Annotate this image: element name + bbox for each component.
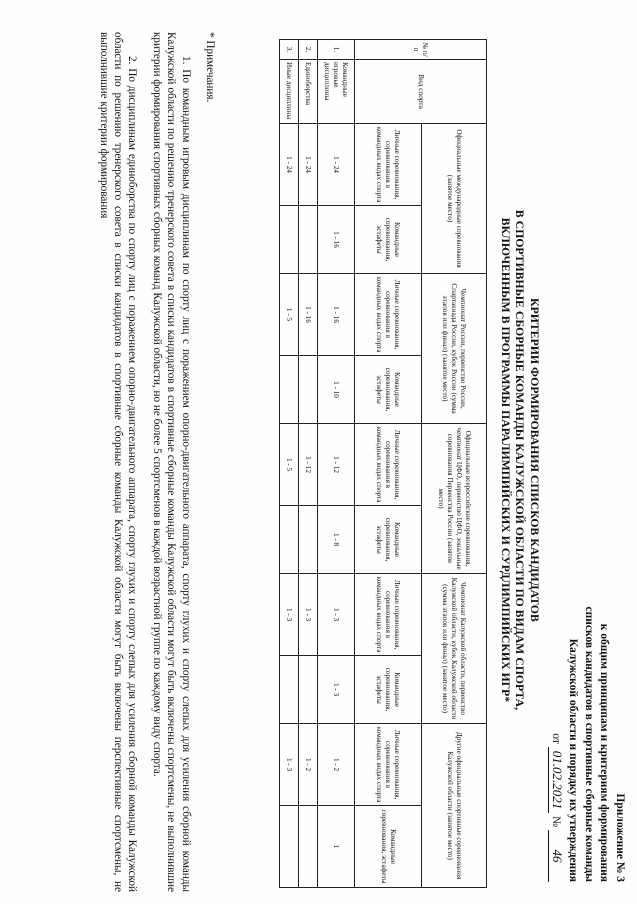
- header-group-1: Официальные международные соревнования (занятое место): [422, 124, 487, 274]
- notes-heading: * Примечания.: [204, 32, 216, 103]
- cell-value: [299, 656, 318, 724]
- subheader-personal: Личные соревнования, соревнования в командных видах спорта: [355, 124, 422, 206]
- cell-value: 1 - 24: [280, 124, 299, 206]
- notes-section: [86, 32, 217, 892]
- title-line-3: ВКЛЮЧЕННЫМ В ПРОГРАММЫ ПАРАЛИМПИЙСКИХ И СУРДЛИМПИЙСКИХ ИГР*: [499, 217, 512, 703]
- cell-value: 1 - 3: [318, 574, 355, 656]
- cell-value: [280, 806, 299, 888]
- cell-value: 1 - 16: [318, 206, 355, 274]
- cell-value: [299, 206, 318, 274]
- subheader-personal: Личные соревнования, соревнования в командных видах спорта: [355, 424, 422, 506]
- title-line-1: КРИТЕРИИ ФОРМИРОВАНИЯ СПИСКОВ КАНДИДАТОВ: [528, 298, 541, 622]
- cell-value: [280, 506, 299, 574]
- header-group-2: Чемпионат России, первенство России, Спартакиада России, кубок России (сумма этапов или финал) (занятое место): [422, 274, 487, 424]
- subheader-team: Командные соревнования, эстафеты: [355, 356, 422, 424]
- header-group-4: Чемпионат Калужской области, первенство Калужской области, кубок Калужской области (сумма этапов или финал) (занятое место): [422, 574, 487, 724]
- cell-value: 1 - 12: [318, 424, 355, 506]
- table-row: [318, 40, 355, 888]
- row-num: 1.: [318, 40, 355, 60]
- date-value: 01.02.2021: [549, 747, 566, 814]
- title-line-2: В СПОРТИВНЫЕ СБОРНЫЕ КОМАНДЫ КАЛУЖСКОЙ ОБЛАСТИ ПО ВИДАМ СПОРТА,: [513, 209, 527, 711]
- cell-value: 1 - 3: [280, 574, 299, 656]
- cell-value: [299, 356, 318, 424]
- appendix-line-2: к общим принципам и критериям формирования: [598, 623, 611, 882]
- cell-value: [299, 506, 318, 574]
- cell-value: 1: [318, 806, 355, 888]
- note-paragraph-1: 1. По командным игровым дисциплинам по спорту лиц с поражением опорно-двигательного аппарата, спорту глухих и спорту слепых для усиления сборной команды Калужской области по решению тренерского совета в списки кандидатов в спортивные сборные команды Калужской области могут быть включены спортсмены, не выполнившие критерии формирования спортивных сборных команд Калужской области, но не более 5 спортсменов в каждой возрастной группе по каждому виду спорта.: [150, 32, 192, 892]
- row-num: 2.: [299, 40, 318, 60]
- subheader-team: Командные соревнования, эстафеты: [355, 206, 422, 274]
- cell-value: [280, 356, 299, 424]
- cell-value: 1 - 10: [318, 356, 355, 424]
- cell-value: 1 - 16: [299, 274, 318, 356]
- table-row: [299, 40, 318, 888]
- subheader-personal: Личные соревнования, соревнования в командных видах спорта: [355, 274, 422, 356]
- appendix-line-3: списков кандидатов в спортивные сборные команды: [583, 606, 595, 882]
- cell-value: 1 - 8: [318, 506, 355, 574]
- cell-value: 1 - 5: [280, 274, 299, 356]
- cell-value: 1 - 3: [299, 574, 318, 656]
- appendix-date-line: [548, 452, 566, 882]
- row-sport: Командные игровые дисциплины: [318, 60, 355, 124]
- cell-value: 1 - 24: [318, 124, 355, 206]
- number-prefix: №: [550, 816, 562, 828]
- row-sport: Единоборства: [299, 60, 318, 124]
- note-paragraph-2: 2. По дисциплинам единоборства по спорту лиц с поражением опорно-двигательного аппарата, спорту глухих и спорту слепых для усиления сборной команды Калужской области по решению тренерского совета в списки кандидатов в спортивные сборные команды Калужской области могут быть включены перспективные спортсмены, не выполнившие критерии формирования: [97, 32, 139, 892]
- table-row: [280, 40, 299, 888]
- appendix-line-4: Калужской области и порядку их утверждения: [567, 638, 580, 882]
- subheader-personal: Личные соревнования, соревнования в командных видах спорта: [355, 574, 422, 656]
- cell-value: [280, 206, 299, 274]
- subheader-team: Командные соревнования, эстафеты: [355, 806, 422, 888]
- cell-value: 1 - 2: [299, 724, 318, 806]
- cell-value: 1 - 3: [318, 656, 355, 724]
- date-prefix: от: [550, 733, 562, 744]
- cell-value: [280, 656, 299, 724]
- cell-value: 1 - 2: [318, 724, 355, 806]
- document-title: [498, 60, 542, 860]
- cell-value: 1 - 5: [280, 424, 299, 506]
- subheader-team: Командные соревнования, эстафеты: [355, 506, 422, 574]
- cell-value: 1 - 12: [299, 424, 318, 506]
- number-value: 46: [549, 830, 566, 882]
- appendix-title: Приложение № 3: [614, 793, 626, 882]
- appendix-header: [548, 452, 628, 882]
- subheader-team: Командные соревнования, эстафеты: [355, 656, 422, 724]
- header-num: № п/п: [355, 40, 487, 60]
- header-sport: Вид спорта: [355, 60, 487, 124]
- criteria-table: [279, 39, 487, 888]
- subheader-personal: Личные соревнования, соревнования в командных видах спорта: [355, 724, 422, 806]
- header-group-5: Другие официальные спортивные соревнования Калужской области (занятое место): [422, 724, 487, 888]
- cell-value: [299, 806, 318, 888]
- row-sport: Иные дисциплины: [280, 60, 299, 124]
- row-num: 3.: [280, 40, 299, 60]
- cell-value: 1 - 24: [299, 124, 318, 206]
- header-group-3: Официальные всероссийские соревнования, чемпионат ЦФО, первенство ЦФО, зональные соревнования Первенства России (занятое место): [422, 424, 487, 574]
- cell-value: 1 - 3: [280, 724, 299, 806]
- cell-value: 1 - 16: [318, 274, 355, 356]
